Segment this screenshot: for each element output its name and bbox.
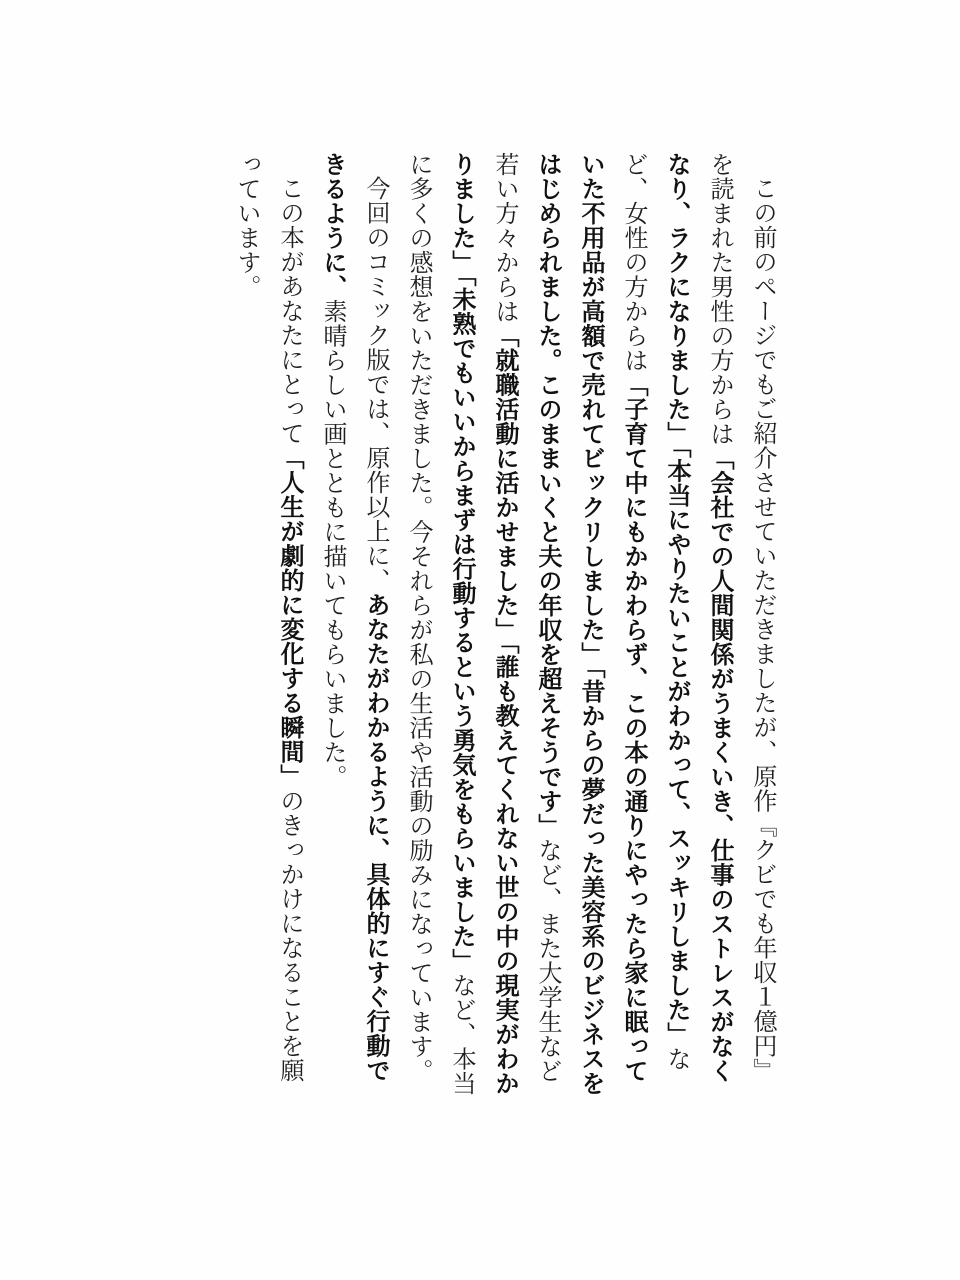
body-text: 今回のコミック版では、原作以上に、 [362, 176, 390, 593]
emphasis-text: 「子育て中にもかかわらず、この本の通りにやったら家に眠っていた不用品が高額で売れてビックリしました」「昔からの夢だった美容系のビジネスをはじめられました。このままいくと夫の年収を超えそうです」 [534, 152, 648, 1096]
emphasis-text: 「就職活動に活かせました」「誰も教えてくれない世の中の現実がわかりました」「未熟でもいいからまずは行動するという勇気をもらいました」 [448, 152, 519, 1096]
emphasis-text: あなたがわかるように、具体的にすぐ行動できるように、 [319, 152, 390, 1083]
emphasis-text: 「人生が劇的に変化する瞬間」 [276, 445, 304, 789]
body-text: など、女性の方からは [620, 152, 691, 1071]
paragraph-3 [225, 152, 311, 1096]
paragraph-2 [311, 152, 397, 1096]
body-text: など、また大学生など若い方々からは [491, 152, 562, 1083]
paragraph-1 [397, 152, 784, 1096]
body-text: この前のページでもご紹介させていただきましたが、原作『クビでも年収１億円』を読まれた男性の方からは [706, 152, 777, 1083]
body-text: など、本当に多くの感想をいただきました。今それらが私の生活や活動の励みになっています。 [405, 152, 476, 1096]
body-text: 素晴らしい画とともに描いてもらいました。 [319, 299, 347, 789]
body-text: この本があなたにとって [276, 176, 304, 446]
body-text: のきっかけになることを願っています。 [233, 152, 304, 1083]
emphasis-text: 「会社での人間関係がうまくいき、仕事のストレスがなくなり、ラクになりました」「本当にやりたいことがわかって、スッキリしました」 [663, 152, 734, 1083]
page-text-block [225, 152, 784, 1096]
